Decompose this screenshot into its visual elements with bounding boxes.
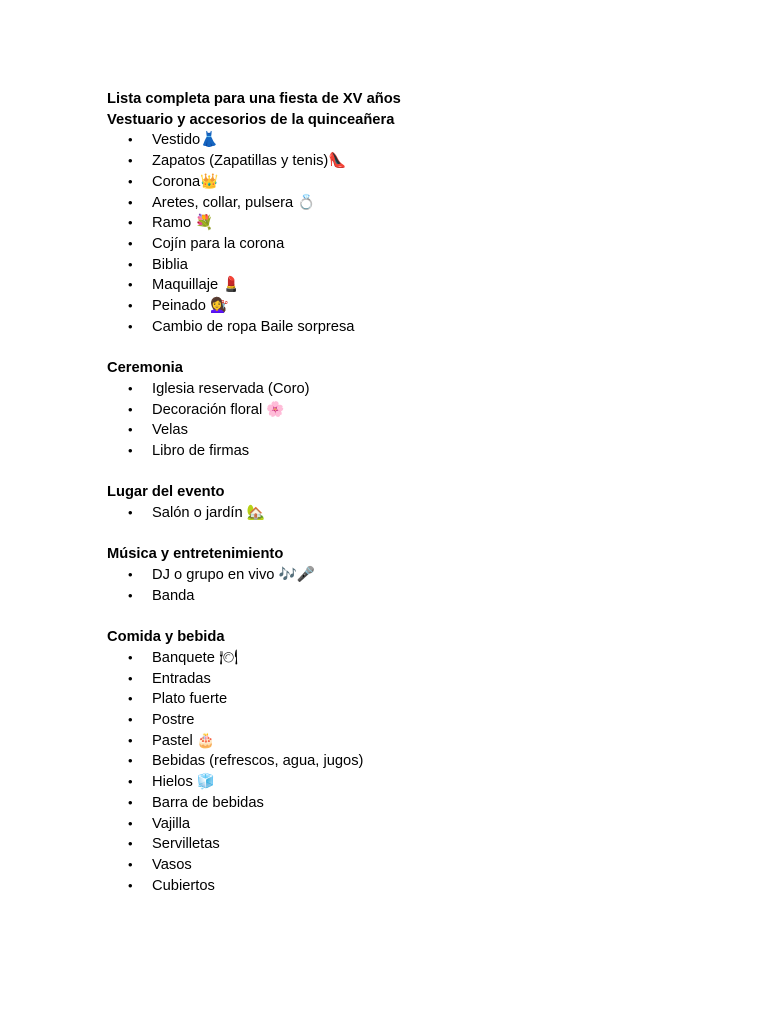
list-item-text: Vajilla [152, 815, 191, 832]
bullet-icon: • [128, 215, 133, 231]
section-comida [107, 627, 727, 896]
bullet-icon: • [128, 670, 133, 686]
item-list [107, 565, 727, 606]
bullet-icon: • [128, 691, 133, 707]
bullet-icon: • [128, 442, 133, 458]
list-item-text: Banda [152, 587, 195, 604]
bullet-icon: • [128, 649, 133, 665]
list-item-text: Postre [152, 712, 195, 729]
section-vestuario [107, 110, 727, 338]
list-item [107, 255, 727, 276]
bullet-icon: • [128, 794, 133, 810]
list-item [107, 876, 727, 897]
bullet-icon: • [128, 505, 133, 521]
list-item [107, 193, 727, 214]
bullet-icon: • [128, 774, 133, 790]
list-item-text: Ramo 💐 [152, 215, 214, 232]
bullet-icon: • [128, 401, 133, 417]
list-item [107, 834, 727, 855]
list-item-text: Libro de firmas [152, 442, 250, 459]
list-item-text: Banquete 🍽 [152, 649, 238, 666]
list-item-text: Pastel 🎂 [152, 732, 216, 749]
section-lugar [107, 482, 727, 523]
bullet-icon: • [128, 856, 133, 872]
bullet-icon: • [128, 877, 133, 893]
list-item [107, 130, 727, 151]
section-heading: Ceremonia [107, 360, 183, 377]
section-heading: Comida y bebida [107, 629, 225, 646]
bullet-icon: • [128, 753, 133, 769]
list-item [107, 296, 727, 317]
document-page [107, 89, 727, 896]
list-item-text: Bebidas (refrescos, agua, jugos) [152, 753, 364, 770]
list-item-text: Cojín para la corona [152, 235, 285, 252]
list-item [107, 420, 727, 441]
bullet-icon: • [128, 732, 133, 748]
list-item-text: Cubiertos [152, 877, 215, 894]
list-item-text: Zapatos (Zapatillas y tenis)👠 [152, 153, 347, 170]
list-item-text: DJ o grupo en vivo 🎶🎤 [152, 567, 316, 584]
list-item [107, 172, 727, 193]
list-item-text: Corona👑 [152, 173, 219, 190]
list-item-text: Iglesia reservada (Coro) [152, 380, 310, 397]
list-item [107, 379, 727, 400]
section-musica [107, 544, 727, 606]
list-item [107, 710, 727, 731]
list-item-text: Biblia [152, 256, 188, 273]
list-item-text: Vestido👗 [152, 132, 219, 149]
bullet-icon: • [128, 318, 133, 334]
section-ceremonia [107, 358, 727, 462]
list-item [107, 689, 727, 710]
list-item [107, 400, 727, 421]
bullet-icon: • [128, 815, 133, 831]
list-item [107, 793, 727, 814]
list-item [107, 151, 727, 172]
list-item [107, 317, 727, 338]
bullet-icon: • [128, 836, 133, 852]
list-item [107, 213, 727, 234]
list-item [107, 586, 727, 607]
list-item-text: Velas [152, 422, 188, 439]
list-item-text: Entradas [152, 670, 211, 687]
bullet-icon: • [128, 256, 133, 272]
item-list [107, 503, 727, 524]
list-item-text: Vasos [152, 856, 192, 873]
bullet-icon: • [128, 712, 133, 728]
list-item [107, 731, 727, 752]
list-item-text: Hielos 🧊 [152, 774, 216, 791]
list-item [107, 814, 727, 835]
section-heading: Música y entretenimiento [107, 546, 284, 563]
bullet-icon: • [128, 277, 133, 293]
list-item-text: Plato fuerte [152, 691, 228, 708]
bullet-icon: • [128, 173, 133, 189]
section-heading: Vestuario y accesorios de la quinceañera [107, 111, 395, 128]
bullet-icon: • [128, 132, 133, 148]
list-item [107, 669, 727, 690]
list-item [107, 234, 727, 255]
list-item-text: Decoración floral 🌸 [152, 401, 285, 418]
item-list [107, 379, 727, 462]
bullet-icon: • [128, 194, 133, 210]
list-item-text: Peinado 💇‍♀️ [152, 298, 229, 315]
document-title: Lista completa para una fiesta de XV años [107, 91, 401, 107]
bullet-icon: • [128, 587, 133, 603]
list-item [107, 772, 727, 793]
bullet-icon: • [128, 235, 133, 251]
bullet-icon: • [128, 422, 133, 438]
list-item-text: Maquillaje 💄 [152, 277, 241, 294]
list-item-text: Aretes, collar, pulsera 💍 [152, 194, 316, 211]
bullet-icon: • [128, 567, 133, 583]
list-item [107, 751, 727, 772]
list-item-text: Servilletas [152, 836, 220, 853]
list-item [107, 565, 727, 586]
section-heading: Lugar del evento [107, 484, 225, 501]
list-item [107, 648, 727, 669]
item-list [107, 130, 727, 337]
list-item-text: Salón o jardín 🏡 [152, 505, 266, 522]
list-item [107, 275, 727, 296]
bullet-icon: • [128, 298, 133, 314]
list-item [107, 441, 727, 462]
list-item-text: Barra de bebidas [152, 794, 264, 811]
item-list [107, 648, 727, 896]
bullet-icon: • [128, 153, 133, 169]
list-item-text: Cambio de ropa Baile sorpresa [152, 318, 355, 335]
list-item [107, 503, 727, 524]
bullet-icon: • [128, 380, 133, 396]
list-item [107, 855, 727, 876]
